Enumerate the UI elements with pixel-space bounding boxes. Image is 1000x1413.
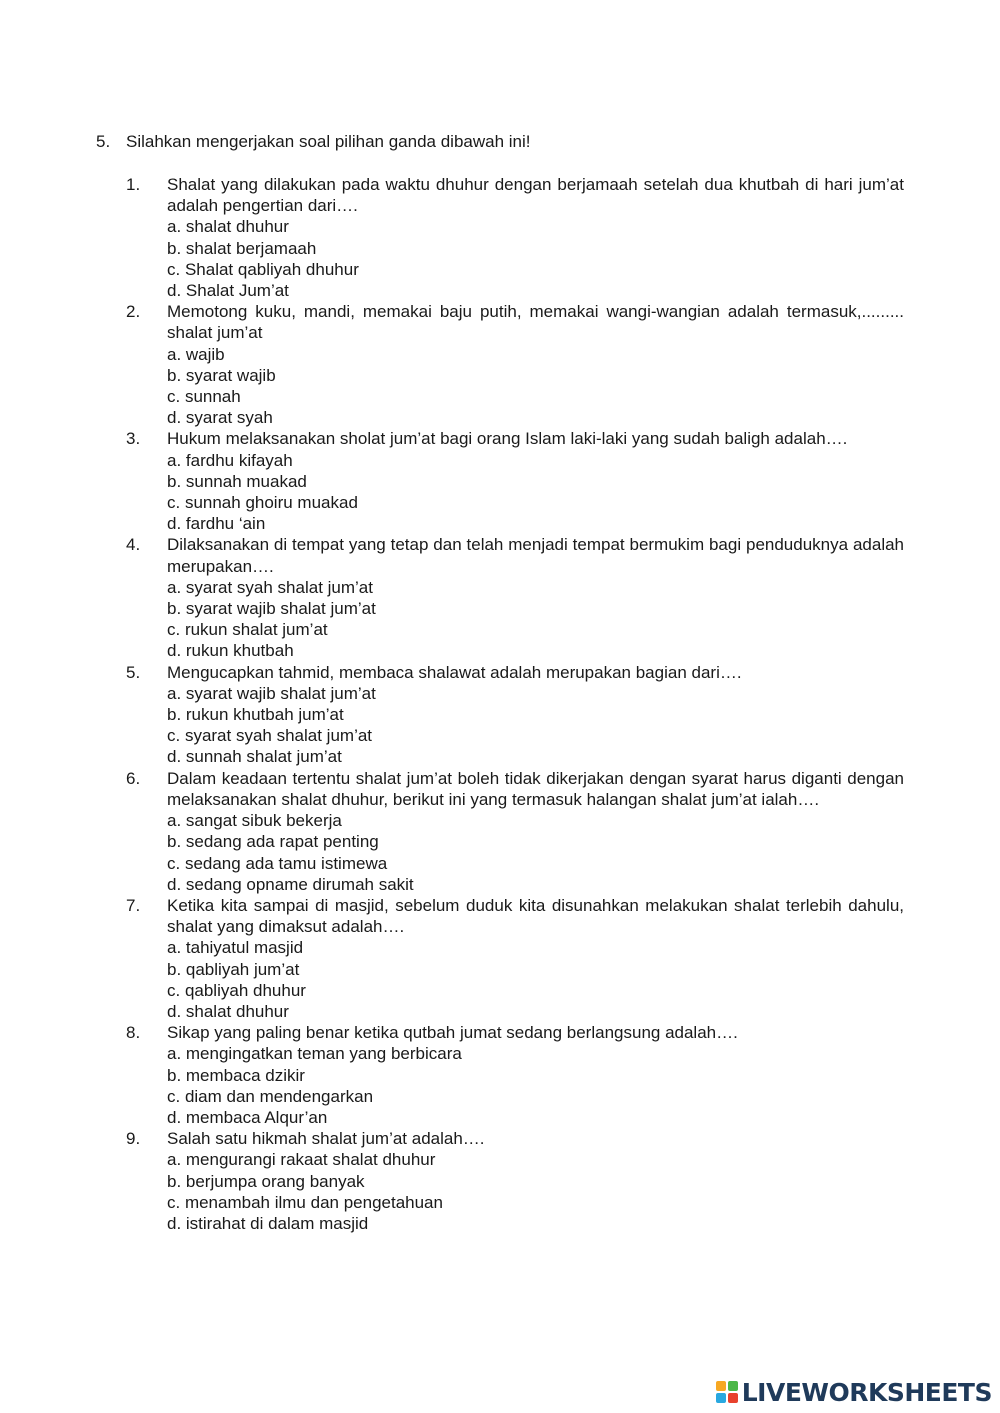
answer-option[interactable]: b. syarat wajib xyxy=(167,365,276,385)
answer-option[interactable]: d. membaca Alqur’an xyxy=(167,1107,328,1127)
answer-option[interactable]: d. shalat dhuhur xyxy=(167,1001,289,1021)
answer-option[interactable]: d. sedang opname dirumah sakit xyxy=(167,874,414,894)
answer-option[interactable]: b. sunnah muakad xyxy=(167,471,307,491)
question-number: 3. xyxy=(126,429,141,449)
logo-square-1 xyxy=(716,1381,726,1391)
answer-option[interactable]: c. menambah ilmu dan pengetahuan xyxy=(167,1192,443,1212)
question-number: 8. xyxy=(126,1023,141,1043)
answer-option[interactable]: d. Shalat Jum’at xyxy=(167,281,289,301)
answer-option[interactable]: a. mengingatkan teman yang berbicara xyxy=(167,1044,462,1064)
answer-option[interactable]: b. sedang ada rapat penting xyxy=(167,832,379,852)
answer-option[interactable]: a. tahiyatul masjid xyxy=(167,938,304,958)
question-text: Salah satu hikmah shalat jum’at adalah…. xyxy=(167,1129,485,1149)
answer-option[interactable]: b. rukun khutbah jum’at xyxy=(167,705,344,725)
logo-text: LIVEWORKSHEETS xyxy=(741,1377,992,1407)
section-number: 5. xyxy=(96,132,111,151)
answer-option[interactable]: a. sangat sibuk bekerja xyxy=(167,811,342,831)
question-text: Shalat yang dilakukan pada waktu dhuhur dengan berjamaah setelah dua khutbah di hari jum’at adalah pengertian dari…. xyxy=(167,175,904,216)
logo-square-3 xyxy=(716,1393,726,1403)
section-instruction-text: Silahkan mengerjakan soal pilihan ganda dibawah ini! xyxy=(126,132,531,151)
answer-option[interactable]: b. shalat berjamaah xyxy=(167,238,317,258)
answer-option[interactable]: c. sunnah ghoiru muakad xyxy=(167,493,358,513)
answer-option[interactable]: d. fardhu ‘ain xyxy=(167,514,266,534)
answer-option[interactable]: d. syarat syah xyxy=(167,408,273,428)
question-number: 1. xyxy=(126,175,141,194)
answer-option[interactable]: a. wajib xyxy=(167,344,225,364)
answer-option[interactable]: c. Shalat qabliyah dhuhur xyxy=(167,259,359,279)
question-item xyxy=(126,174,904,301)
question-item xyxy=(126,534,904,661)
question-text: Memotong kuku, mandi, memakai baju putih, memakai wangi-wangian adalah termasuk,......... shalat jum’at xyxy=(167,302,904,343)
question-list xyxy=(126,174,904,1234)
question-text: Mengucapkan tahmid, membaca shalawat adalah merupakan bagian dari…. xyxy=(167,662,742,682)
answer-option[interactable]: a. syarat syah shalat jum’at xyxy=(167,577,373,597)
question-number: 2. xyxy=(126,302,141,322)
question-number: 9. xyxy=(126,1129,141,1149)
answer-option[interactable]: b. syarat wajib shalat jum’at xyxy=(167,599,376,619)
answer-option[interactable]: b. berjumpa orang banyak xyxy=(167,1171,365,1191)
liveworksheets-logo xyxy=(716,1377,992,1407)
question-item xyxy=(126,768,904,895)
logo-square-4 xyxy=(728,1393,738,1403)
question-text: Dalam keadaan tertentu shalat jum’at boleh tidak dikerjakan dengan syarat harus diganti dengan melaksanakan shalat dhuhur, berikut ini yang termasuk halangan shalat jum’at ialah…. xyxy=(167,768,904,809)
answer-option[interactable]: c. sedang ada tamu istimewa xyxy=(167,853,388,873)
answer-option[interactable]: d. sunnah shalat jum’at xyxy=(167,747,342,767)
logo-square-2 xyxy=(728,1381,738,1391)
section-instruction xyxy=(96,131,531,152)
question-item xyxy=(126,895,904,1022)
answer-option[interactable]: c. sunnah xyxy=(167,387,241,407)
question-number: 5. xyxy=(126,662,141,682)
question-item xyxy=(126,1128,904,1234)
answer-option[interactable]: b. membaca dzikir xyxy=(167,1065,305,1085)
question-text: Dilaksanakan di tempat yang tetap dan telah menjadi tempat bermukim bagi penduduknya adalah merupakan…. xyxy=(167,535,904,576)
answer-option[interactable]: c. rukun shalat jum’at xyxy=(167,620,328,640)
answer-option[interactable]: d. rukun khutbah xyxy=(167,641,294,661)
answer-option[interactable]: b. qabliyah jum’at xyxy=(167,959,300,979)
question-item xyxy=(126,301,904,428)
answer-option[interactable]: a. mengurangi rakaat shalat dhuhur xyxy=(167,1150,436,1170)
answer-option[interactable]: a. syarat wajib shalat jum’at xyxy=(167,683,376,703)
logo-grid-icon xyxy=(716,1381,738,1403)
question-text: Ketika kita sampai di masjid, sebelum duduk kita disunahkan melakukan shalat terlebih dahulu, shalat yang dimaksut adalah…. xyxy=(167,895,904,937)
answer-option[interactable]: d. istirahat di dalam masjid xyxy=(167,1213,369,1233)
question-text: Sikap yang paling benar ketika qutbah jumat sedang berlangsung adalah…. xyxy=(167,1023,738,1043)
question-number: 4. xyxy=(126,535,141,555)
answer-option[interactable]: c. qabliyah dhuhur xyxy=(167,980,306,1000)
answer-option[interactable]: c. diam dan mendengarkan xyxy=(167,1086,374,1106)
question-item xyxy=(126,1022,904,1128)
question-item xyxy=(126,428,904,534)
answer-option[interactable]: a. fardhu kifayah xyxy=(167,450,293,470)
question-number: 7. xyxy=(126,895,141,915)
question-item xyxy=(126,662,904,768)
question-text: Hukum melaksanakan sholat jum’at bagi orang Islam laki-laki yang sudah baligh adalah…. xyxy=(167,429,848,449)
question-number: 6. xyxy=(126,768,141,788)
answer-option[interactable]: a. shalat dhuhur xyxy=(167,217,289,237)
answer-option[interactable]: c. syarat syah shalat jum’at xyxy=(167,726,373,746)
